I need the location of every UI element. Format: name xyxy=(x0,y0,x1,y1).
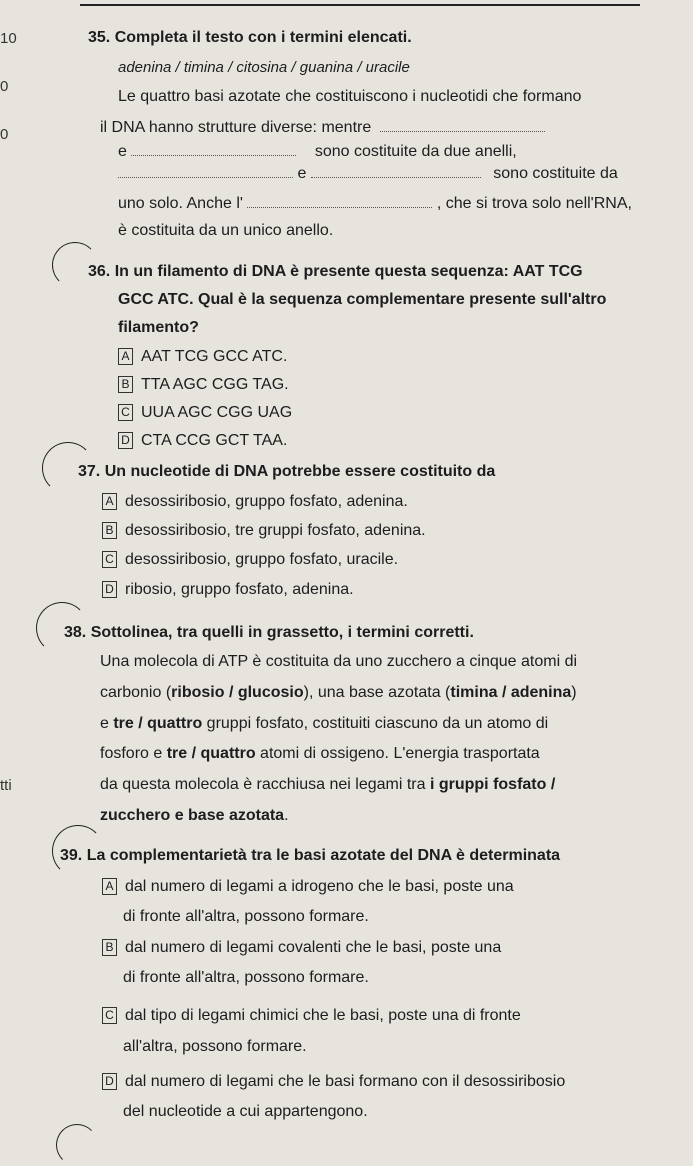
q36-option-a[interactable] xyxy=(118,347,287,367)
q38-text: . xyxy=(284,807,289,824)
q36-line-3: filamento? xyxy=(118,319,199,336)
q35-line-4 xyxy=(118,163,618,184)
q38-text: fosforo e xyxy=(100,745,167,762)
option-text: CTA CCG GCT TAA. xyxy=(141,432,288,449)
q36-line-1 xyxy=(88,262,583,282)
q39-option-b-cont: di fronte all'altra, possono formare. xyxy=(123,969,369,986)
option-letter-box: B xyxy=(102,939,117,956)
q38-choice-sugar[interactable]: ribosio / glucosio xyxy=(171,684,304,701)
q38-text: atomi di ossigeno. L'energia trasportata xyxy=(255,745,540,762)
q39-option-a[interactable] xyxy=(102,877,514,897)
q37-option-c[interactable] xyxy=(102,550,398,570)
option-letter-box: B xyxy=(118,376,133,393)
q35-line-5-b: , che si trova solo nell'RNA, xyxy=(436,195,632,212)
q38-line-1: Una molecola di ATP è costituita da uno zucchero a cinque atomi di xyxy=(100,653,578,670)
option-text: UUA AGC CGG UAG xyxy=(141,404,293,421)
fill-blank-5[interactable] xyxy=(247,193,432,208)
q35-terms: adenina / timina / citosina / guanina / uracile xyxy=(118,59,410,76)
option-letter-box: A xyxy=(102,493,117,510)
q38-title: Sottolinea, tra quelli in grassetto, i termini corretti. xyxy=(90,624,474,641)
option-text: desossiribosio, tre gruppi fosfato, adenina. xyxy=(125,522,426,539)
q35-line-4-b: sono costituite da xyxy=(493,165,618,182)
option-text: AAT TCG GCC ATC. xyxy=(141,348,288,365)
margin-fragment: 0 xyxy=(0,126,9,143)
fill-blank-2[interactable] xyxy=(131,141,296,156)
q38-text: da questa molecola è racchiusa nei legami tra xyxy=(100,776,430,793)
q37-option-b[interactable] xyxy=(102,521,426,541)
option-letter-box: D xyxy=(102,1073,117,1090)
fill-blank-3[interactable] xyxy=(118,163,293,178)
q36-option-b[interactable] xyxy=(118,375,289,395)
q38-line-2 xyxy=(100,683,577,703)
option-letter-box: C xyxy=(102,1007,117,1024)
q35-line-3 xyxy=(118,141,517,162)
option-letter-box: A xyxy=(118,348,133,365)
option-text: desossiribosio, gruppo fosfato, uracile. xyxy=(125,551,399,568)
option-letter-box: B xyxy=(102,522,117,539)
option-text: TTA AGC CGG TAG. xyxy=(141,376,289,393)
q35-number: 35. xyxy=(88,29,111,46)
margin-fragment: 10 xyxy=(0,30,17,47)
q35-line-3-b: sono costituite da due anelli, xyxy=(314,143,517,160)
q38-line-3 xyxy=(100,714,548,734)
q35-line-3-a: e xyxy=(118,143,127,160)
q35-heading xyxy=(88,28,412,48)
q35-line-2 xyxy=(100,117,545,138)
option-letter-box: C xyxy=(102,551,117,568)
q39-option-d[interactable] xyxy=(102,1072,565,1092)
q35-line-6: è costituita da un unico anello. xyxy=(118,222,334,239)
q36-number: 36. xyxy=(88,263,111,280)
q37-line-1 xyxy=(78,462,495,482)
q39-option-a-cont: di fronte all'altra, possono formare. xyxy=(123,908,369,925)
q39-line-1-text: La complementarietà tra le basi azotate del DNA è determinata xyxy=(86,847,561,864)
option-text: dal tipo di legami chimici che le basi, poste una di fronte xyxy=(125,1007,521,1024)
q39-option-b[interactable] xyxy=(102,938,501,958)
q35-title: Completa il testo con i termini elencati. xyxy=(114,29,412,46)
q38-heading xyxy=(64,623,474,643)
q39-line-1 xyxy=(60,846,560,866)
top-rule xyxy=(80,4,640,6)
q36-option-c[interactable] xyxy=(118,403,292,423)
q35-line-5-a: uno solo. Anche l' xyxy=(118,195,243,212)
fill-blank-4[interactable] xyxy=(311,163,481,178)
q38-line-6 xyxy=(100,806,289,826)
q38-text: e xyxy=(100,715,114,732)
option-text: dal numero di legami che le basi formano con il desossiribosio xyxy=(125,1073,566,1090)
option-text: desossiribosio, gruppo fosfato, adenina. xyxy=(125,493,408,510)
option-text: ribosio, gruppo fosfato, adenina. xyxy=(125,581,354,598)
q36-line-2: GCC ATC. Qual è la sequenza complementare presente sull'altro xyxy=(118,291,607,308)
pen-circle-mark xyxy=(56,1124,98,1166)
option-letter-box: D xyxy=(102,581,117,598)
q37-line-1-text: Un nucleotide di DNA potrebbe essere costituito da xyxy=(104,463,496,480)
q39-number: 39. xyxy=(60,847,83,864)
q37-number: 37. xyxy=(78,463,101,480)
q38-line-4 xyxy=(100,744,540,764)
q37-option-d[interactable] xyxy=(102,580,354,600)
q38-line-5 xyxy=(100,775,555,795)
q38-text: ) xyxy=(571,684,577,701)
q38-choice-bonds[interactable]: i gruppi fosfato / xyxy=(429,776,556,793)
margin-fragment: tti xyxy=(0,777,12,794)
q39-option-c[interactable] xyxy=(102,1006,521,1026)
q36-option-d[interactable] xyxy=(118,431,287,451)
q37-option-a[interactable] xyxy=(102,492,408,512)
q35-line-2-text: il DNA hanno strutture diverse: mentre xyxy=(100,119,372,136)
q38-choice-oxygen-count[interactable]: tre / quattro xyxy=(166,745,256,762)
q35-line-5 xyxy=(118,193,632,214)
q38-text: carbonio ( xyxy=(100,684,172,701)
q38-choice-bonds-2[interactable]: zucchero e base azotata xyxy=(100,807,285,824)
option-text: dal numero di legami covalenti che le basi, poste una xyxy=(125,939,502,956)
option-letter-box: D xyxy=(118,432,133,449)
q35-line-4-a: e xyxy=(297,165,307,182)
q39-option-d-cont: del nucleotide a cui appartengono. xyxy=(123,1103,368,1120)
q36-line-1-text: In un filamento di DNA è presente questa sequenza: AAT TCG xyxy=(114,263,583,280)
option-letter-box: C xyxy=(118,404,133,421)
q38-number: 38. xyxy=(64,624,87,641)
option-letter-box: A xyxy=(102,878,117,895)
margin-fragment: 0 xyxy=(0,78,9,95)
q38-choice-phosphate-count[interactable]: tre / quattro xyxy=(113,715,203,732)
option-text: dal numero di legami a idrogeno che le basi, poste una xyxy=(125,878,514,895)
q35-line-1: Le quattro basi azotate che costituiscono i nucleotidi che formano xyxy=(118,88,582,105)
q38-choice-base[interactable]: timina / adenina xyxy=(450,684,572,701)
q38-text: gruppi fosfato, costituiti ciascuno da un atomo di xyxy=(202,715,549,732)
q38-text: ), una base azotata ( xyxy=(303,684,451,701)
fill-blank-1[interactable] xyxy=(380,117,545,132)
q39-option-c-cont: all'altra, possono formare. xyxy=(123,1038,307,1055)
